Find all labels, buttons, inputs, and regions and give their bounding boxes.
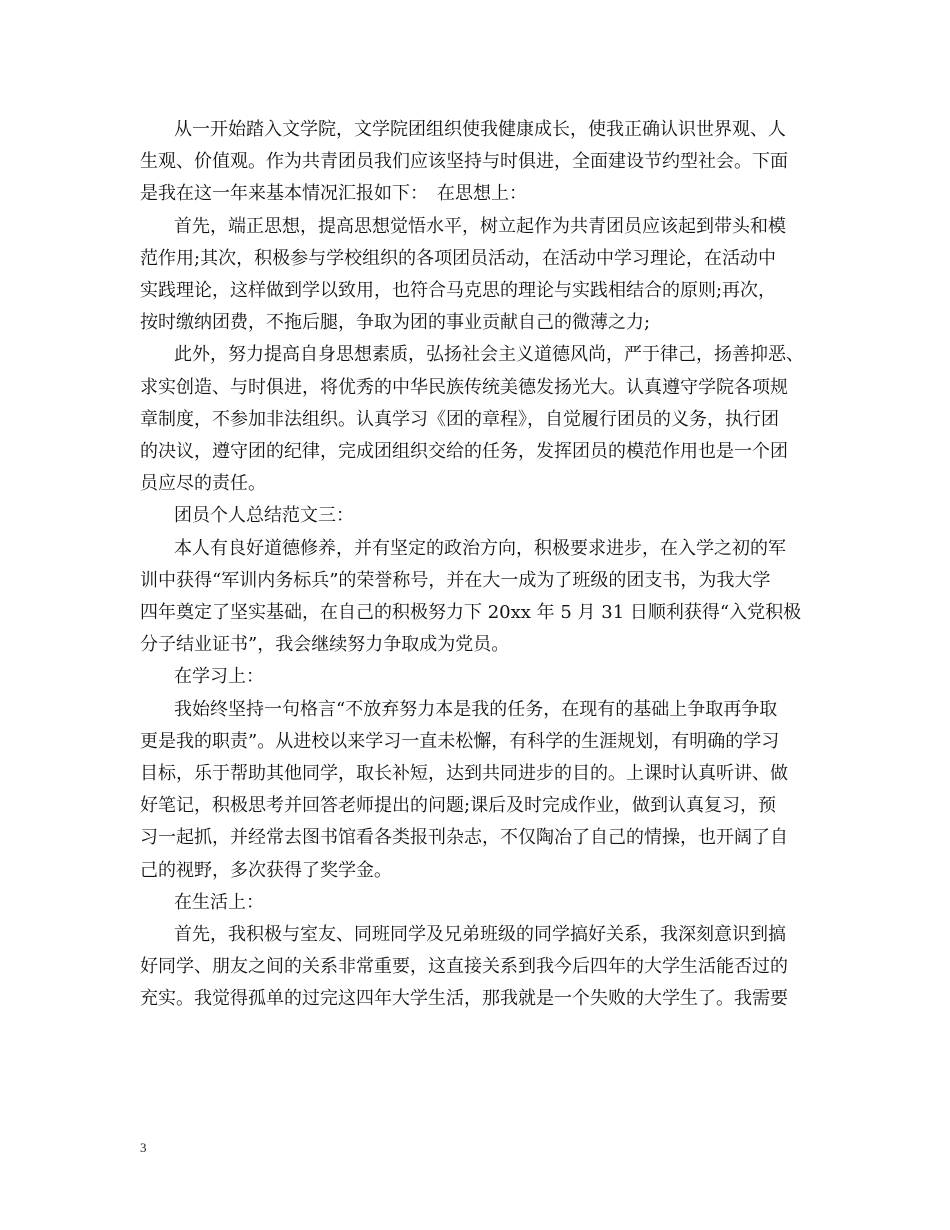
body-text — [140, 114, 820, 1016]
text-line: 分子结业证书”，我会继续努力争取成为党员。 — [140, 634, 510, 656]
page-number: 3 — [140, 1140, 147, 1155]
text-line: 按时缴纳团费，不拖后腿，争取为团的事业贡献自己的微薄之力; — [140, 312, 651, 334]
paragraph — [140, 339, 820, 500]
paragraph — [140, 887, 820, 919]
text-line: 充实。我觉得孤单的过完这四年大学生活，那我就是一个失败的大学生了。我需要 — [140, 988, 788, 1010]
paragraph — [140, 661, 820, 693]
text-line: 此外，努力提高自身思想素质，弘扬社会主义道德风尚，严于律己，扬善抑恶、 — [174, 344, 804, 366]
text-line: 训中获得“军训内务标兵”的荣誉称号，并在大一成为了班级的团支书，为我大学 — [140, 569, 771, 591]
paragraph — [140, 114, 820, 211]
text-line: 我始终坚持一句格言“不放弃努力本是我的任务，在现有的基础上争取再争取 — [174, 698, 778, 720]
text-line: 首先，我积极与室友、同班同学及兄弟班级的同学搞好关系，我深刻意识到搞 — [174, 924, 786, 946]
paragraph — [140, 533, 820, 662]
text-line: 己的视野，多次获得了奖学金。 — [140, 859, 392, 881]
text-line: 本人有良好道德修养，并有坚定的政治方向，积极要求进步，在入学之初的军 — [174, 537, 786, 559]
text-line: 在学习上： — [174, 666, 264, 688]
text-line: 生观、价值观。作为共青团员我们应该坚持与时俱进，全面建设节约型社会。下面 — [140, 151, 788, 173]
text-line: 好同学、朋友之间的关系非常重要，这直接关系到我今后四年的大学生活能否过的 — [140, 956, 788, 978]
text-line: 习一起抓，并经常去图书馆看各类报刊杂志，不仅陶冶了自己的情操，也开阔了自 — [140, 827, 788, 849]
paragraph — [140, 211, 820, 340]
text-line: 从一开始踏入文学院，文学院团组织使我健康成长，使我正确认识世界观、人 — [174, 119, 786, 140]
text-line: 团员个人总结范文三： — [174, 505, 354, 527]
text-line: 求实创造、与时俱进，将优秀的中华民族传统美德发扬光大。认真遵守学院各项规 — [140, 376, 788, 398]
text-line: 更是我的职责”。从进校以来学习一直未松懈，有科学的生涯规划，有明确的学习 — [140, 730, 780, 752]
text-line: 首先，端正思想，提高思想觉悟水平，树立起作为共青团员应该起到带头和模 — [174, 215, 786, 237]
text-line: 是我在这一年来基本情况汇报如下： 在思想上： — [140, 183, 527, 205]
text-line: 章制度，不参加非法组织。认真学习《团的章程》，自觉履行团员的义务，执行团 — [140, 408, 779, 430]
paragraph — [140, 500, 820, 532]
text-line: 范作用;其次，积极参与学校组织的各项团员活动，在活动中学习理论，在活动中 — [140, 247, 777, 269]
text-line: 好笔记，积极思考并回答老师提出的问题;课后及时完成作业，做到认真复习，预 — [140, 795, 777, 817]
text-line: 目标，乐于帮助其他同学，取长补短，达到共同进步的目的。上课时认真听讲、做 — [140, 763, 788, 785]
text-line: 实践理论，这样做到学以致用，也符合马克思的理论与实践相结合的原则;再次， — [140, 280, 777, 302]
text-line: 在生活上： — [174, 891, 264, 913]
text-line: 四年奠定了坚实基础，在自己的积极努力下 20xx 年 5 月 31 日顺利获得“入党积极 — [140, 602, 802, 624]
paragraph — [140, 694, 820, 887]
text-line: 的决议，遵守团的纪律，完成团组织交给的任务，发挥团员的模范作用也是一个团 — [140, 441, 788, 463]
text-line: 员应尽的责任。 — [140, 473, 266, 495]
paragraph — [140, 919, 820, 1016]
